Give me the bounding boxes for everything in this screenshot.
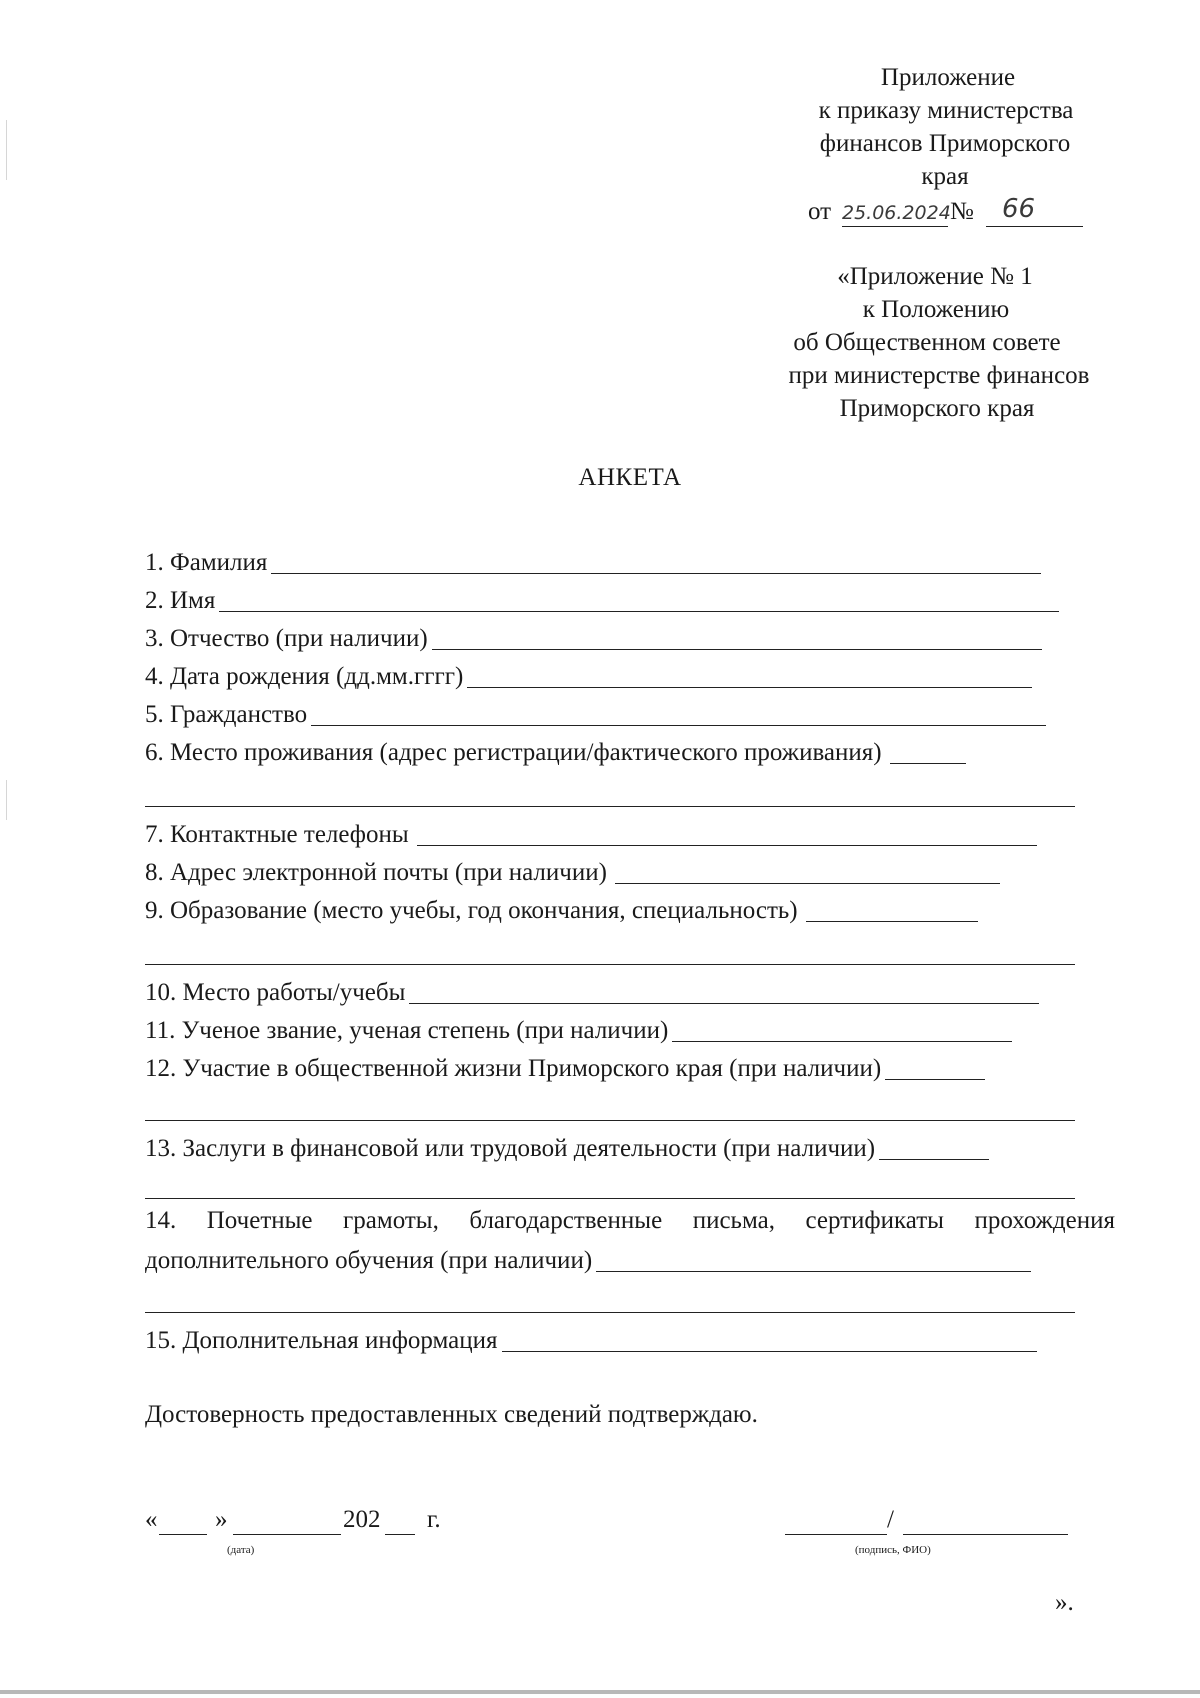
scan-margin-mark (6, 120, 7, 180)
day-input-line[interactable] (159, 1534, 207, 1535)
number-sign: № (950, 198, 974, 225)
field-awards-line2 (145, 1240, 1031, 1276)
field-label: 2. Имя (145, 587, 216, 614)
residence-input-line[interactable] (890, 737, 966, 764)
field-label: 10. Место работы/учебы (145, 979, 406, 1006)
field-workplace (145, 972, 1039, 1008)
header-line: к приказу министерства (818, 97, 1074, 124)
field-word: грамоты, (343, 1207, 439, 1234)
additional-info-input-line[interactable] (502, 1325, 1037, 1352)
header-line: финансов Приморского (819, 130, 1071, 157)
date-caption: (дата) (227, 1544, 255, 1556)
field-word: 14. (145, 1207, 177, 1234)
field-additional-info (145, 1320, 1037, 1356)
field-word: благодарственные (469, 1207, 663, 1234)
field-surname (145, 542, 1041, 578)
appendix-line: об Общественном совете (793, 329, 1061, 356)
open-quote: « (145, 1506, 158, 1533)
closing-quote: ». (1055, 1589, 1074, 1616)
appendix-line: при министерстве финансов (788, 362, 1090, 389)
phones-input-line[interactable] (417, 819, 1037, 846)
header-line: края (921, 163, 969, 190)
year-suffix: г. (427, 1506, 441, 1533)
merits-input-line[interactable] (879, 1133, 989, 1160)
full-name-input-line[interactable] (903, 1534, 1068, 1535)
date-underline (842, 226, 948, 227)
field-word: прохождения (974, 1207, 1115, 1234)
field-phones (145, 814, 1037, 850)
field-word: сертификаты (805, 1207, 944, 1234)
signature-caption: (подпись, ФИО) (855, 1544, 931, 1556)
field-label: 3. Отчество (при наличии) (145, 625, 428, 652)
header-line: Приложение (880, 64, 1016, 91)
field-label: 12. Участие в общественной жизни Приморского края (при наличии) (145, 1055, 882, 1082)
scan-bottom-edge (0, 1690, 1200, 1694)
field-birth-date (145, 656, 1032, 692)
field-label: 1. Фамилия (145, 549, 268, 576)
field-label: 13. Заслуги в финансовой или трудовой деятельности (при наличии) (145, 1135, 876, 1162)
field-label: 8. Адрес электронной почты (при наличии) (145, 859, 607, 886)
field-word: Почетные (206, 1207, 313, 1234)
surname-input-line[interactable] (271, 547, 1041, 574)
field-label: 11. Ученое звание, ученая степень (при наличии) (145, 1017, 669, 1044)
field-word: письма, (692, 1207, 775, 1234)
year-prefix: 202 (343, 1506, 381, 1533)
field-residence (145, 732, 966, 768)
public-participation-extra-line[interactable] (145, 1120, 1075, 1121)
public-participation-input-line[interactable] (885, 1053, 985, 1080)
field-citizenship (145, 694, 1046, 730)
confirmation-text: Достоверность предоставленных сведений подтверждаю. (145, 1401, 758, 1428)
workplace-input-line[interactable] (409, 977, 1039, 1004)
scan-margin-mark (6, 780, 7, 820)
field-merits (145, 1128, 989, 1164)
appendix-line: «Приложение № 1 (837, 263, 1033, 290)
field-label: 6. Место проживания (адрес регистрации/фактического проживания) (145, 739, 882, 766)
field-patronymic (145, 618, 1042, 654)
handwritten-date: 25.06.2024 (842, 202, 951, 224)
signature-slash: / (887, 1506, 894, 1533)
residence-extra-line[interactable] (145, 806, 1075, 807)
education-input-line[interactable] (806, 895, 978, 922)
awards-input-line[interactable] (596, 1245, 1031, 1272)
appendix-line: к Положению (862, 296, 1010, 323)
field-academic-degree (145, 1010, 1012, 1046)
field-label: 5. Гражданство (145, 701, 308, 728)
signature-input-line[interactable] (785, 1534, 887, 1535)
date-signature-row (145, 1506, 1080, 1566)
handwritten-number: 66 (1002, 194, 1036, 224)
order-date-number (808, 196, 1083, 230)
field-public-participation (145, 1048, 985, 1084)
field-label: 15. Дополнительная информация (145, 1327, 498, 1354)
date-prefix: от (808, 198, 832, 225)
education-extra-line[interactable] (145, 964, 1075, 965)
field-label: 4. Дата рождения (дд.мм.гггг) (145, 663, 464, 690)
appendix-line: Приморского края (839, 395, 1035, 422)
academic-degree-input-line[interactable] (672, 1015, 1012, 1042)
field-label: 9. Образование (место учебы, год окончания, специальность) (145, 897, 798, 924)
patronymic-input-line[interactable] (432, 623, 1042, 650)
email-input-line[interactable] (615, 857, 1000, 884)
form-title: АНКЕТА (578, 464, 682, 491)
citizenship-input-line[interactable] (311, 699, 1046, 726)
merits-extra-line[interactable] (145, 1198, 1075, 1199)
close-quote: » (215, 1506, 228, 1533)
awards-extra-line[interactable] (145, 1312, 1075, 1313)
field-label: 7. Контактные телефоны (145, 821, 409, 848)
name-input-line[interactable] (219, 585, 1059, 612)
month-input-line[interactable] (233, 1534, 341, 1535)
field-email (145, 852, 1000, 888)
year-input-line[interactable] (385, 1534, 415, 1535)
field-name (145, 580, 1059, 616)
number-underline (986, 226, 1083, 227)
field-awards-line1 (145, 1206, 1115, 1236)
birth-date-input-line[interactable] (467, 661, 1032, 688)
field-education (145, 890, 978, 926)
field-label: дополнительного обучения (при наличии) (145, 1247, 593, 1274)
